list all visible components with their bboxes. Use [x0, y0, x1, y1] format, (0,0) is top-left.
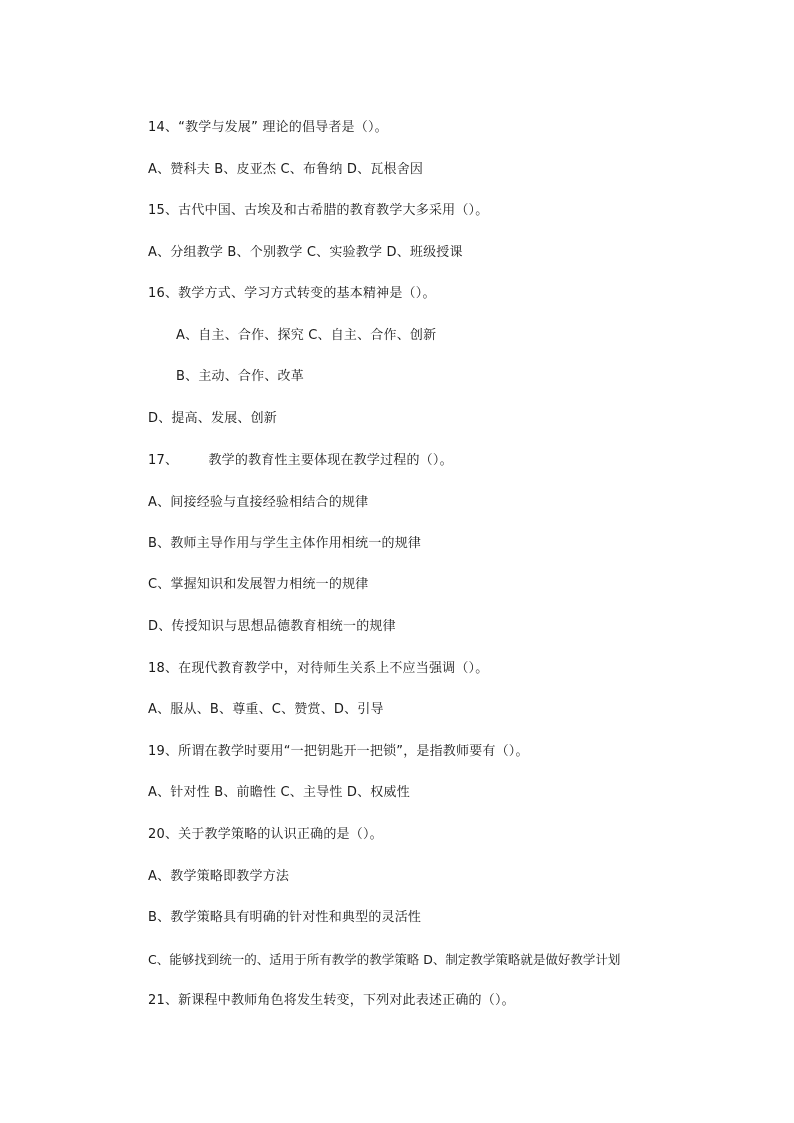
question-16: 16、教学方式、学习方式转变的基本精神是（）。 [148, 286, 436, 301]
options-20-c-d: C、能够找到统一的、适用于所有教学的教学策略 D、制定教学策略就是做好教学计划 [148, 952, 621, 967]
option-20-b: B、教学策略具有明确的针对性和典型的灵活性 [148, 910, 422, 925]
option-17-a: A、间接经验与直接经验相结合的规律 [148, 495, 369, 510]
option-20-a: A、教学策略即教学方法 [148, 869, 290, 884]
options-14: A、赞科夫 B、皮亚杰 C、布鲁纳 D、瓦根舍因 [148, 162, 424, 177]
options-16-b: B、主动、合作、改革 [176, 369, 304, 384]
question-14: 14、“教学与发展” 理论的倡导者是（）。 [148, 120, 388, 135]
question-21: 21、新课程中教师角色将发生转变，下列对此表述正确的（）。 [148, 993, 515, 1008]
options-16-a-c: A、自主、合作、探究 C、自主、合作、创新 [176, 328, 437, 343]
options-19: A、针对性 B、前瞻性 C、主导性 D、权威性 [148, 785, 410, 800]
options-18: A、服从、B、尊重、C、赞赏、D、引导 [148, 702, 384, 717]
question-18: 18、在现代教育教学中，对待师生关系上不应当强调（）。 [148, 661, 489, 676]
option-17-d: D、传授知识与思想品德教育相统一的规律 [148, 619, 396, 634]
question-17: 17、 教学的教育性主要体现在教学过程的（）。 [148, 453, 453, 468]
question-19: 19、所谓在教学时要用“一把钥匙开一把锁”，是指教师要有（）。 [148, 744, 529, 759]
option-17-b: B、教师主导作用与学生主体作用相统一的规律 [148, 536, 422, 551]
option-17-c: C、掌握知识和发展智力相统一的规律 [148, 577, 369, 592]
question-15: 15、古代中国、古埃及和古希腊的教育教学大多采用（）。 [148, 203, 489, 218]
question-20: 20、关于教学策略的认识正确的是（）。 [148, 827, 383, 842]
options-15: A、分组教学 B、个别教学 C、实验教学 D、班级授课 [148, 245, 463, 260]
options-16-d: D、提高、发展、创新 [148, 411, 278, 426]
